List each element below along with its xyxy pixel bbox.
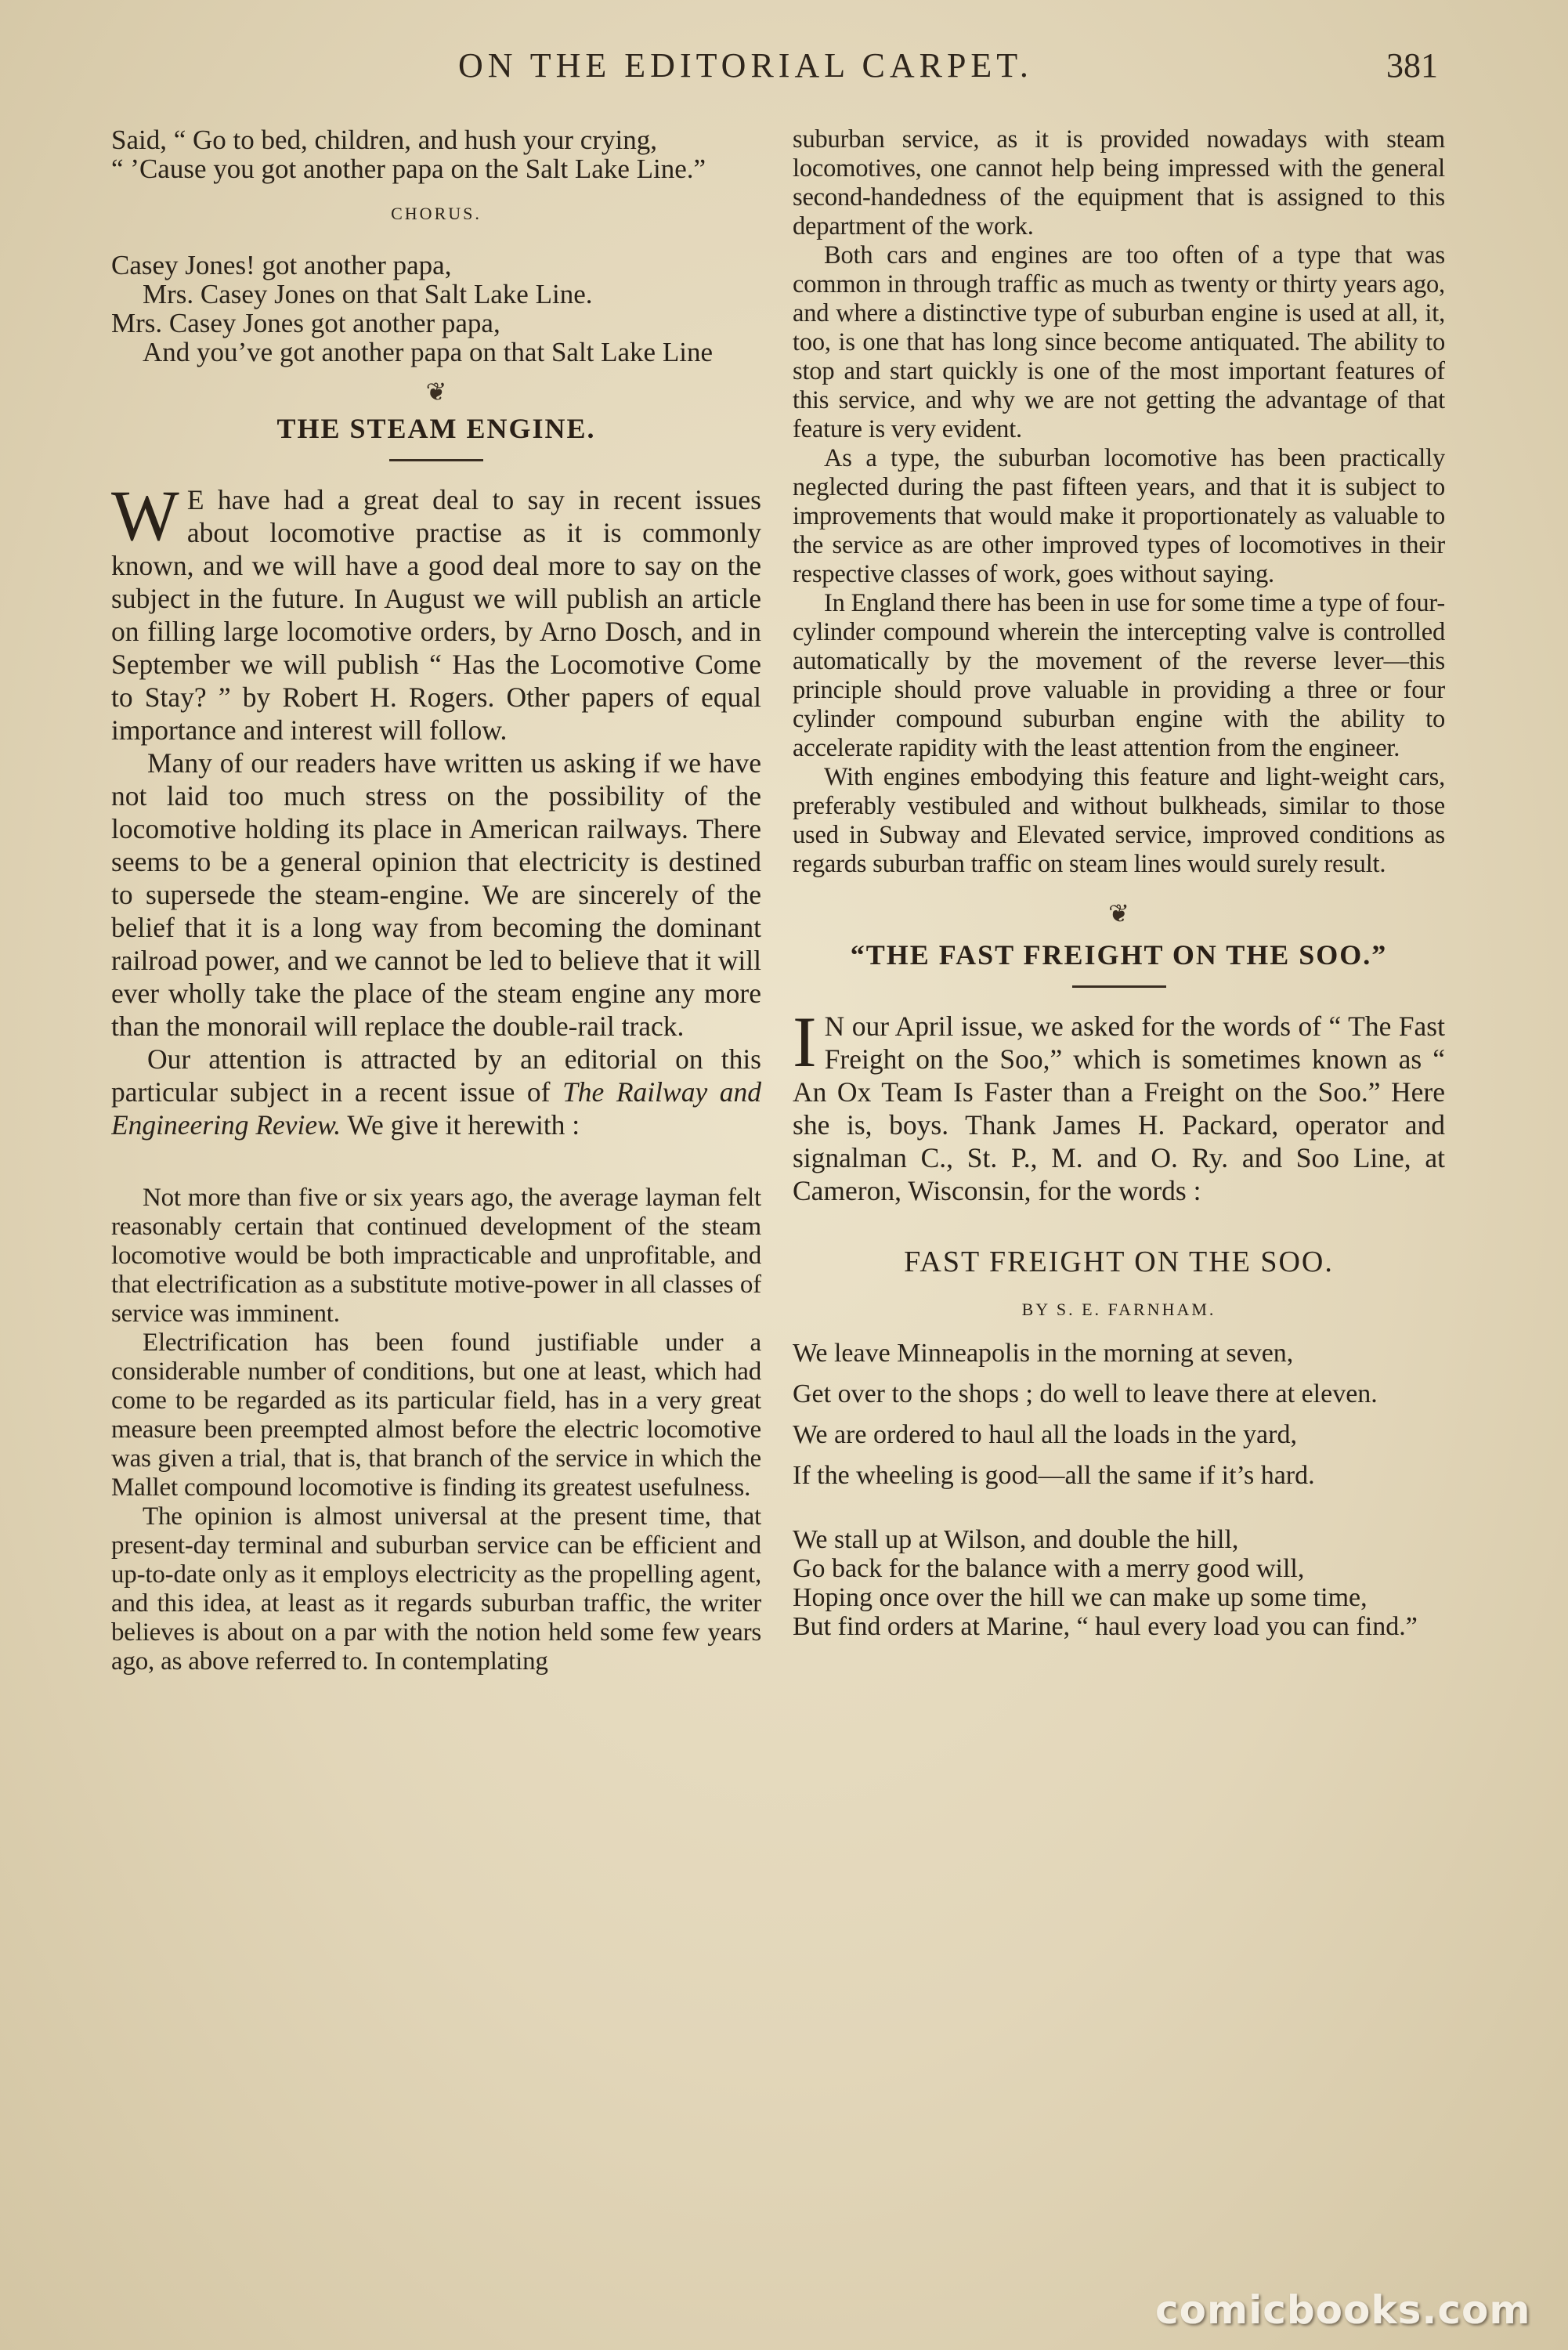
running-head: ON THE EDITORIAL CARPET. [458,46,1033,85]
fleuron-ornament: ❦ [1108,899,1129,927]
article-paragraph [111,1043,761,1141]
poem-line: Get over to the shops ; do well to leave there at eleven. [793,1379,1378,1408]
quoted-paragraph: As a type, the suburban locomotive has been practically neglected during the past fifteen years, and that it is subject to improvements that would make it proportionately as valuable to the service as are other improved types of locomotives in their respective classes of work, goes without saying. [793,444,1445,588]
quoted-paragraph: In England there has been in use for some time a type of four-cylinder compound wherein the intercepting valve is controlled automatically by the movement of the reverse lever—this principle should prove valuable in providing a three or four cylinder compound suburban engine with the ability to accelerate rapidity with the least attention from the engineer. [793,589,1445,762]
fleuron-ornament: ❦ [425,378,447,406]
page-number: 381 [1386,46,1438,85]
poem-line: But find orders at Marine, “ haul every load you can find.” [793,1612,1418,1641]
poem-line: We stall up at Wilson, and double the hill, [793,1525,1239,1554]
poem-byline: BY S. E. FARNHAM. [1021,1300,1216,1319]
quoted-paragraph: suburban service, as it is provided nowadays with steam locomotives, one cannot help being impressed with the general second-handedness of the equipment that is assigned to this department of the work. [793,125,1445,240]
section-title-steam-engine: THE STEAM ENGINE. [276,413,596,444]
paragraph-text: E have had a great deal to say in recent issues about locomotive practise as it is commonly known, and we will have a good deal more to say on the subject in the future. In August we will publish an article on filling large locomotive orders, by Arno Dosch, and in September we will publish “ Has the Locomotive Come to Stay? ” by Robert H. Rogers. Other papers of equal importance and interest will follow. [111,484,761,746]
paragraph-text: Our attention is attracted by an editorial on this particular subject in a recent issue of [111,1043,761,1108]
page-header [0,45,1568,100]
quoted-paragraph: The opinion is almost universal at the present time, that present-day terminal and suburban service can be efficient and up-to-date only as it employs electricity as the propelling agent, and this idea, at least as it regards suburban traffic, the writer believes is about on a par with the notion held some few years ago, as above referred to. In contemplating [111,1502,761,1676]
poem-title: FAST FREIGHT ON THE SOO. [904,1246,1334,1278]
title-rule [1072,985,1166,988]
poem-line: We leave Minneapolis in the morning at seven, [793,1339,1294,1368]
song-verse [111,125,761,183]
left-column [111,125,761,2217]
poem-line: Go back for the balance with a merry good will, [793,1554,1305,1583]
right-column [793,125,1445,2217]
poem-line: If the wheeling is good—all the same if it’s hard. [793,1461,1315,1490]
chorus-line: Mrs. Casey Jones on that Salt Lake Line. [143,279,593,309]
quoted-paragraph: With engines embodying this feature and light-weight cars, preferably vestibuled and without bulkheads, similar to those used in Subway and Elevated service, improved conditions as regards suburban traffic on steam lines would surely result. [793,763,1445,878]
stanza-gap [793,1502,1445,1525]
watermark-logo: comicbooks.com [1155,2287,1531,2333]
poem-stanza [793,1525,1445,1641]
article-paragraph [111,475,761,747]
poem-stanza [793,1339,1445,1490]
section-title-fast-freight: “THE FAST FREIGHT ON THE SOO.” [850,939,1388,971]
drop-cap: I [793,1002,817,1082]
paragraph-text: N our April issue, we asked for the words of “ The Fast Freight on the Soo,” which is sometimes known as “ An Ox Team Is Faster than a Freight on the Soo.” Here she is, boys. Thank James H. Packard, operator and signalman C., St. P., M. and O. Ry. and Soo Line, at Cameron, Wisconsin, for the words : [793,1010,1445,1206]
chorus-verse [111,251,761,367]
chorus-label: CHORUS. [391,204,482,223]
title-rule [389,459,483,461]
poem-line: Hoping once over the hill we can make up some time, [793,1583,1367,1612]
article-paragraph: Many of our readers have written us asking if we have not laid too much stress on the possibility of the locomotive holding its place in American railways. There seems to be a general opinion that electricity is destined to supersede the steam-engine. We are sincerely of the belief that it is a long way from becoming the dominant railroad power, and we cannot be led to believe that it will ever wholly take the place of the steam engine any more than the monorail will replace the double-rail track. [111,747,761,1042]
paragraph-text: We give it herewith : [341,1109,580,1141]
chorus-line: Casey Jones! got another papa, [111,250,452,280]
verse-line: Said, “ Go to bed, children, and hush your crying, [111,125,657,155]
quoted-paragraph: Electrification has been found justifiable under a considerable number of conditions, but one at least, which had come to be regarded as its particular field, has in a very great measure been preempted almost before the electric locomotive was given a trial, that is, that branch of the service in which the Mallet compound locomotive is finding its greatest usefulness. [111,1329,761,1502]
poem-line: We are ordered to haul all the loads in the yard, [793,1420,1297,1449]
review-title: The Railway and Engineering Review. [111,1076,761,1141]
verse-line: “ ’Cause you got another papa on the Salt Lake Line.” [111,154,706,184]
intro-paragraph [793,1002,1445,1207]
drop-cap: W [111,475,179,555]
quoted-paragraph: Both cars and engines are too often of a type that was common in through traffic as much as twenty or thirty years ago, and where a distinctive type of suburban engine is used at all, it, too, is one that has long since become antiquated. The ability to stop and start quickly is one of the most important features of this service, and why we are not getting the advantage of that feature is very evident. [793,241,1445,443]
chorus-line: Mrs. Casey Jones got another papa, [111,308,500,338]
chorus-line: And you’ve got another papa on that Salt Lake Line [143,337,713,367]
quoted-paragraph: Not more than five or six years ago, the average layman felt reasonably certain that continued development of the steam locomotive would be both impracticable and unprofitable, and that electrification as a substitute motive-power in all classes of service was imminent. [111,1184,761,1328]
